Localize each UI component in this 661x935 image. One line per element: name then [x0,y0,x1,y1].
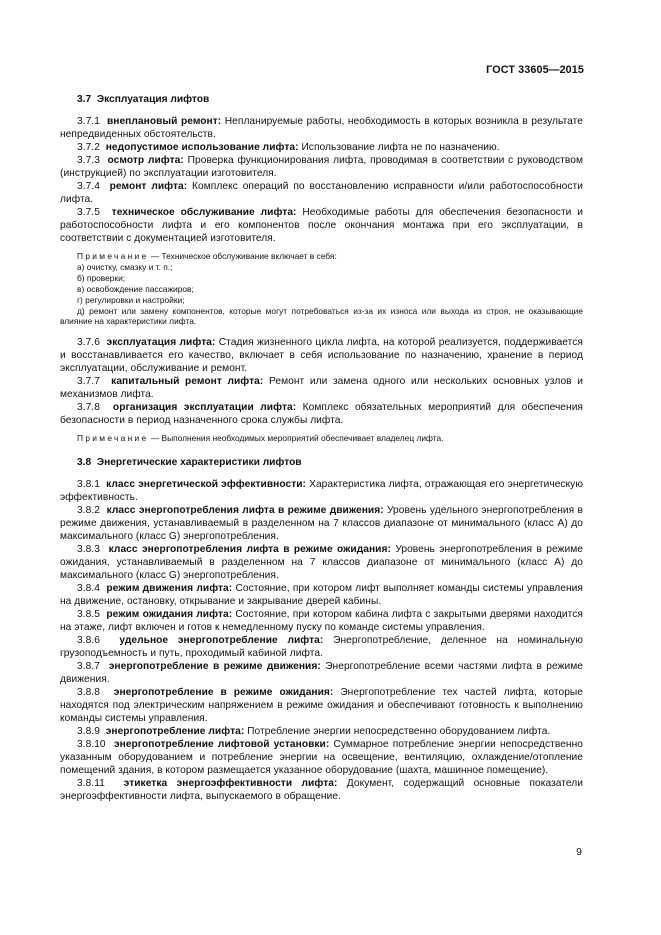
clause-3-7-5: 3.7.5 техническое обслуживание лифта: Необходимые работы для обеспечения безопасности и работоспособности лифта и его компонентов после окончания монтажа при его эксплуатации, в соответствии с документацией изготовителя. [60,207,584,244]
clause-3-8-4: 3.8.4 режим движения лифта: Состояние, при котором лифт выполняет команды системы управления на движение, остановку, открывание и закрывание дверей кабины. [60,583,583,608]
clause-3-8-11: 3.8.11 этикетка энергоэффективности лифта: Документ, содержащий основные показатели энергоэффективности лифта, выпускаемого в обращение. [60,778,583,803]
note-3-7-5: Примечание — Техническое обслуживание включает в себя: а) очистку, смазку и т. п.; б) проверки; в) освобождение пассажиров; г) регулировки и настройки; д) ремонт или замену компонентов, которые могут потребоваться из-за их износа или выхода из строя, не оказывающие влияние на характеристики лифта. [60,251,583,327]
section-3-7-title: 3.7 Эксплуатация лифтов [77,94,210,105]
clause-3-8-7: 3.8.7 энергопотребление в режиме движения: Энергопотребление всеми частями лифта в режиме движения. [60,661,583,686]
clause-3-7-2: 3.7.2 недопустимое использование лифта: Использование лифта не по назначению. [77,142,500,153]
page-number: 9 [576,846,582,858]
clause-3-8-10: 3.8.10 энергопотребление лифтовой установки: Суммарное потребление энергии непосредственно указанным оборудованием и потребление энергии на освещение, вентиляцию, охлаждение/отопление помещений здания, в котором размещается указанное оборудование (шахта, машинное помещение). [60,739,583,777]
section-3-8-title: 3.8 Энергетические характеристики лифтов [77,457,302,469]
note-3-7-8: Примечание — Выполнения необходимых мероприятий обеспечивает владелец лифта. [77,433,444,444]
clause-3-7-7: 3.7.7 капитальный ремонт лифта: Ремонт или замена одного или нескольких основных узлов и механизмов лифта. [60,376,583,401]
clause-3-7-1: 3.7.1 внеплановый ремонт: Непланируемые работы, необходимость в которых возникла в результате непредвиденных обстоятельств. [60,116,583,140]
clause-3-8-3: 3.8.3 класс энергопотребления лифта в режиме ожидания: Уровень энергопотребления в режиме ожидания, устанавливаемый в разделенном на 7 классов диапазоне от минимального (класс А) до максимального (класс G) энергопотребления. [60,544,583,582]
note-item: в) освобождение пассажиров; [77,283,194,294]
note-item: б) проверки; [77,272,126,283]
clause-3-8-9: 3.8.9 энергопотребление лифта: Потребление энергии непосредственно оборудованием лифта. [77,726,551,738]
note-item: д) ремонт или замену компонентов, которые могут потребоваться из-за их износа или выхода из строя, не оказывающие влияние на характеристики лифта. [60,305,583,327]
clause-3-8-2: 3.8.2 класс энергопотребления лифта в режиме движения: Уровень удельного энергопотребления в режиме движения, устанавливаемый в разделенном на 7 классов диапазоне от минимального (класс А) до максимального (класс G) энергопотребления. [60,505,583,543]
clause-3-8-6: 3.8.6 удельное энергопотребление лифта: Энергопотребление, деленное на номинальную грузоподъемность и путь, проходимый кабиной лифта. [60,635,584,660]
document-header-id: ГОСТ 33605—2015 [486,64,584,76]
clause-3-7-6: 3.7.6 эксплуатация лифта: Стадия жизненного цикла лифта, на которой реализуется, поддерживается и восстанавливается его качество, включает в себя использование по назначению, хранение в период эксплуатации, обслуживание и ремонт. [60,337,583,375]
clause-3-8-5: 3.8.5 режим ожидания лифта: Состояние, при котором кабина лифта с закрытыми дверями находится на этаже, лифт включен и готов к немедленному пуску по команде системы управления. [60,609,583,634]
clause-3-7-4: 3.7.4 ремонт лифта: Комплекс операций по восстановлению исправности и/или работоспособности лифта. [60,181,583,205]
clause-3-7-3: 3.7.3 осмотр лифта: Проверка функционирования лифта, проводимая в соответствии с руководством (инструкцией) по эксплуатации изготовителя. [60,155,583,179]
page-content [60,93,583,803]
clause-3-8-8: 3.8.8 энергопотребление в режиме ожидания: Энергопотребление тех частей лифта, которые находятся под электрическим напряжением в режиме ожидания и обеспечивают готовность к выполнению команды системы управления. [60,687,583,725]
clause-3-8-1: 3.8.1 класс энергетической эффективности: Характеристика лифта, отражающая его энергетическую эффективность. [60,479,584,504]
note-item: г) регулировки и настройки; [77,294,185,305]
clause-3-7-8: 3.7.8 организация эксплуатации лифта: Комплекс обязательных мероприятий для обеспечения безопасности в период назначенного срока службы лифта. [60,402,583,427]
note-item: а) очистку, смазку и т. п.; [77,261,173,272]
